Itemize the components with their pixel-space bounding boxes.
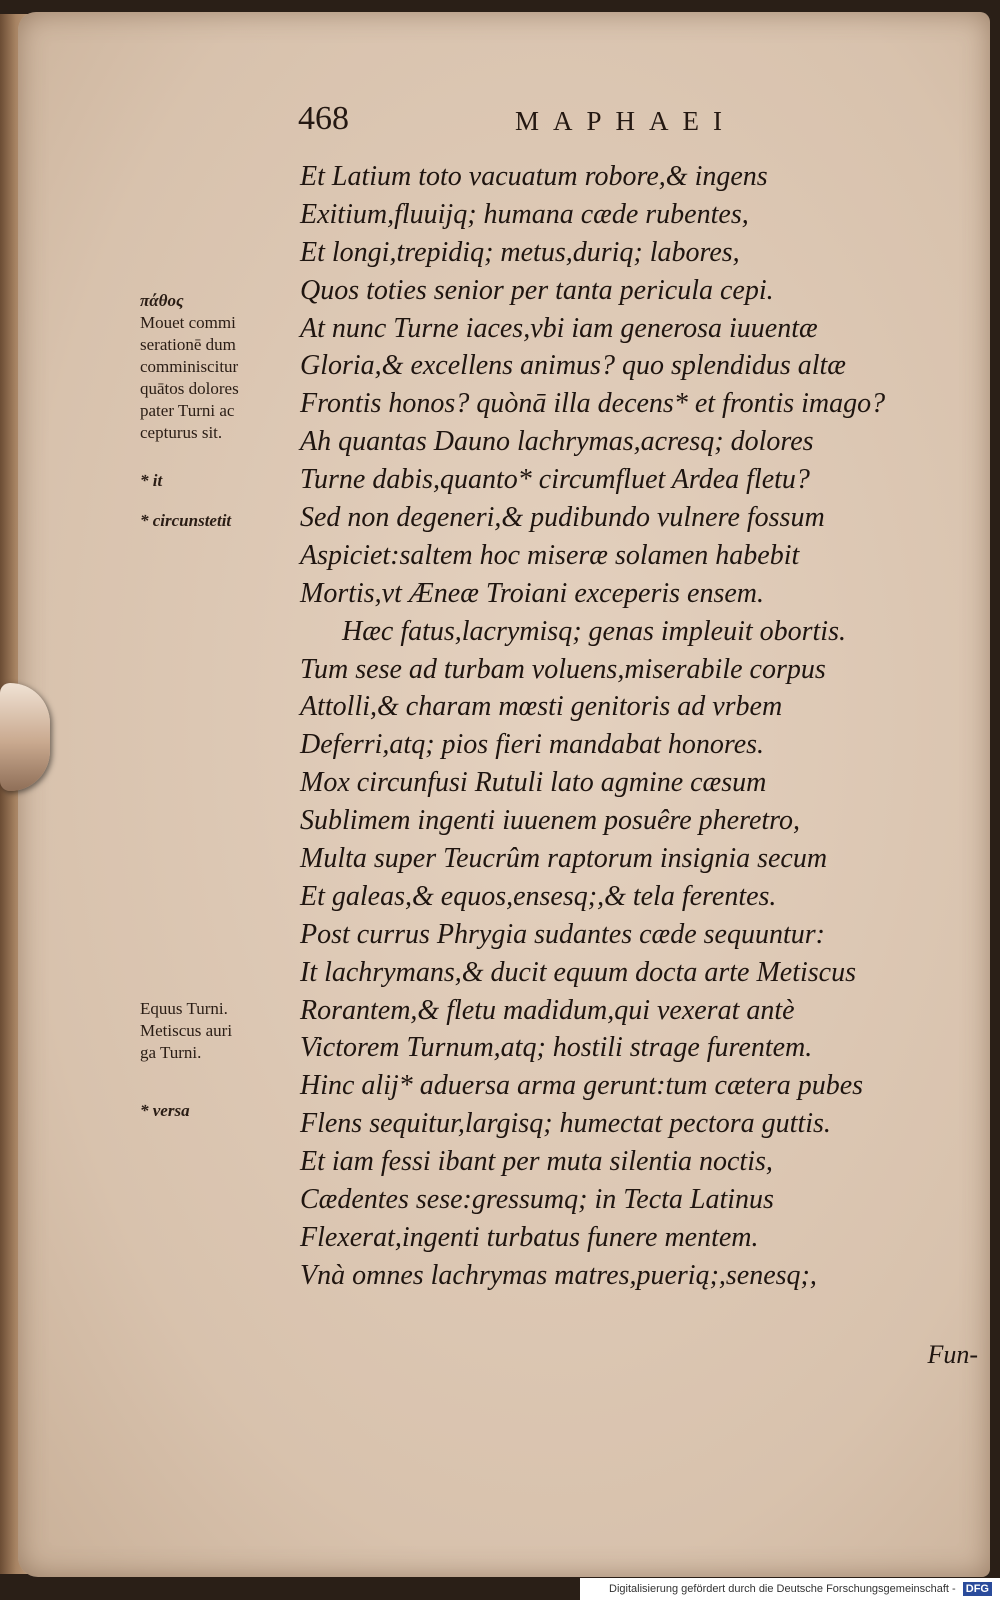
page-header <box>290 100 810 150</box>
verse-line: Frontis honos? quònā illa decens* et frontis imago? <box>300 388 886 420</box>
verse-line: Aspiciet:saltem hoc miseræ solamen habebit <box>300 539 800 571</box>
verse-line: Turne dabis,quanto* circumfluet Ardea fletu? <box>300 464 810 496</box>
margin-line: Equus Turni. <box>140 999 228 1018</box>
margin-line: * versa <box>140 1101 190 1120</box>
margin-line: quātos dolores <box>140 379 239 398</box>
verse-line: Deferri,atq; pios fieri mandabat honores. <box>300 729 765 761</box>
verse-line: Et longi,trepidiq; metus,duriq; labores, <box>300 236 740 268</box>
verse-line: Et Latium toto vacuatum robore,& ingens <box>300 161 768 192</box>
margin-note-equus <box>140 998 305 1064</box>
verse-line: Vnà omnes lachrymas matres,puerią;,senesq;, <box>300 1259 817 1291</box>
verse-line: Mox circunfusi Rutuli lato agmine cæsum <box>300 767 767 799</box>
verse-line: It lachrymans,& ducit equum docta arte Metiscus <box>300 956 857 988</box>
page-number: 468 <box>298 100 349 137</box>
verse-line: Et iam fessi ibant per muta silentia noctis, <box>300 1146 773 1178</box>
margin-line: serationē dum <box>140 335 236 354</box>
verse-line: Flens sequitur,largisq; humectat pectora guttis. <box>300 1108 831 1140</box>
verse-line: Tum sese ad turbam voluens,miserabile corpus <box>300 653 826 685</box>
margin-line: comminiscitur <box>140 357 239 376</box>
verse-line: Victorem Turnum,atq; hostili strage furentem. <box>300 1032 813 1064</box>
margin-line: * circunstetit <box>140 511 232 530</box>
verse-line: Quos toties senior per tanta pericula cepi. <box>300 274 774 306</box>
margin-line: * it <box>140 471 163 490</box>
verse-line: Et galeas,& equos,ensesq;,& tela ferentes. <box>300 880 777 912</box>
verse-line: Flexerat,ingenti turbatus funere mentem. <box>300 1221 759 1253</box>
verse-block <box>300 158 980 1295</box>
verse-line: Hinc alij* aduersa arma gerunt:tum cætera pubes <box>300 1070 864 1102</box>
margin-note-circunstetit <box>140 510 305 532</box>
verse-line: Gloria,& excellens animus? quo splendidus altæ <box>300 350 846 382</box>
running-head: MAPHAEI <box>515 106 737 136</box>
margin-note-versa <box>140 1100 305 1122</box>
margin-line: cepturus sit. <box>140 423 223 442</box>
verse-line: Sublimem ingenti iuuenem posuêre pheretro, <box>300 805 801 837</box>
verse-line: Ah quantas Dauno lachrymas,acresq; dolores <box>300 426 814 458</box>
verse-line: Hæc fatus,lacrymisq; genas impleuit obortis. <box>342 615 846 647</box>
verse-line: At nunc Turne iaces,vbi iam generosa iuuentæ <box>300 312 818 344</box>
footer-text: Digitalisierung gefördert durch die Deutsche Forschungsgemeinschaft - <box>609 1583 956 1595</box>
margin-line: pater Turni ac <box>140 401 235 420</box>
margin-line: πάθος <box>140 291 184 310</box>
verse-line: Multa super Teucrûm raptorum insignia secum <box>300 843 828 875</box>
verse-line: Exitium,fluuijq; humana cæde rubentes, <box>300 198 749 230</box>
verse-line: Attolli,& charam mœsti genitoris ad vrbem <box>300 691 783 723</box>
digitization-footer <box>580 1578 1000 1600</box>
verse-line: Cædentes sese:gressumq; in Tecta Latinus <box>300 1184 774 1216</box>
verse-line: Mortis,vt Æneæ Troiani exceperis ensem. <box>300 577 765 609</box>
margin-note-pathos <box>140 290 305 444</box>
margin-note-it <box>140 470 305 492</box>
margin-line: Mouet commi <box>140 313 236 332</box>
verse-line: Post currus Phrygia sudantes cæde sequuntur: <box>300 918 825 950</box>
verse-line: Sed non degeneri,& pudibundo vulnere fossum <box>300 502 825 534</box>
catchword: Fun- <box>927 1340 978 1369</box>
margin-line: ga Turni. <box>140 1043 202 1062</box>
dfg-logo: DFG <box>963 1582 992 1596</box>
margin-line: Metiscus auri <box>140 1021 233 1040</box>
verse-line: Rorantem,& fletu madidum,qui vexerat antè <box>300 994 795 1026</box>
